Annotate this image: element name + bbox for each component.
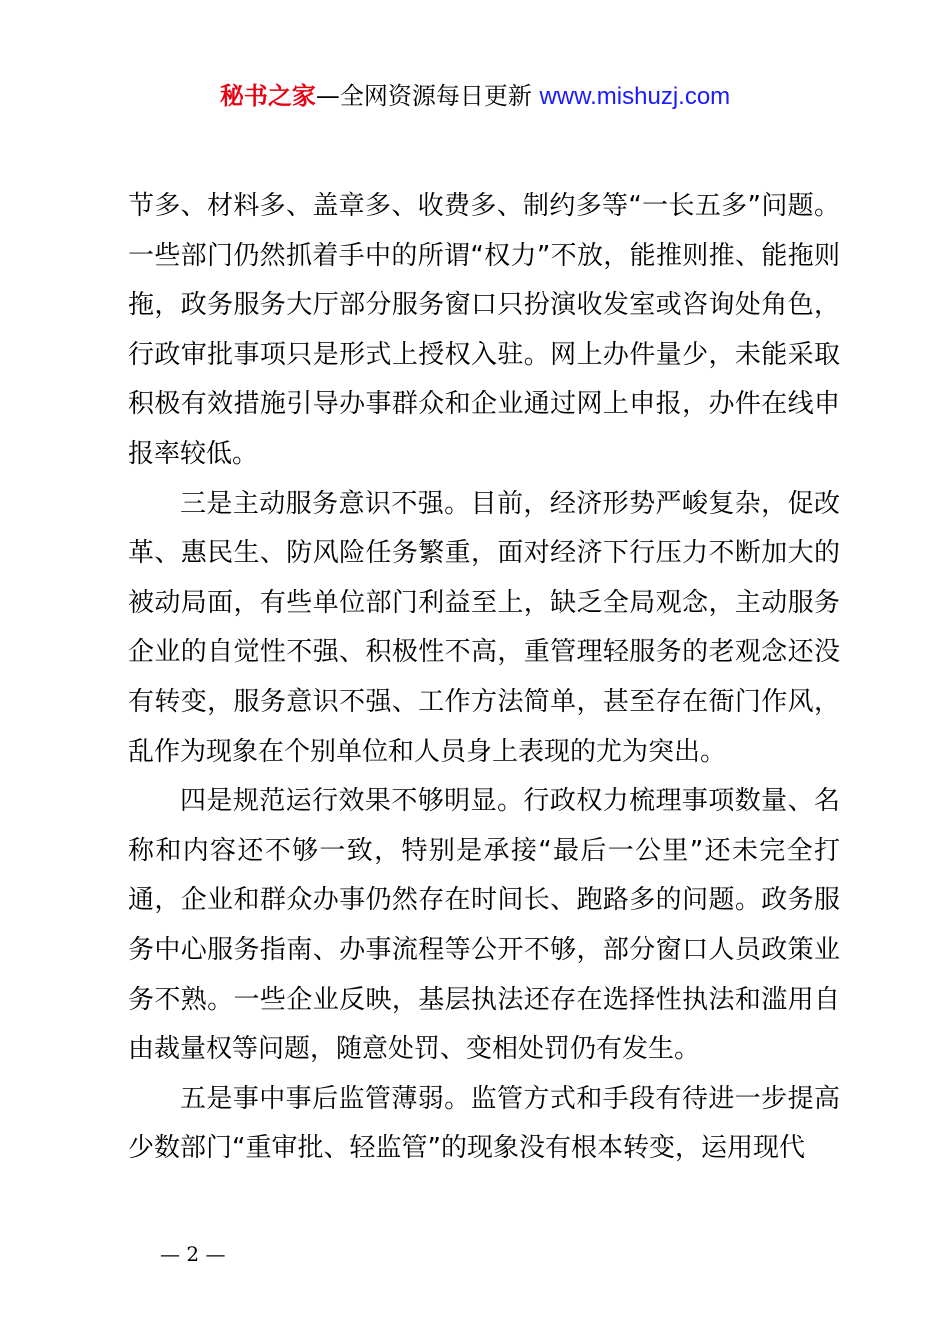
paragraph-three: 三是主动服务意识不强。目前，经济形势严峻复杂，促改革、惠民生、防风险任务繁重，面对经济下行压力不断加大的被动局面，有些单位部门利益至上，缺乏全局观念，主动服务企业的自觉性不强、积极性不高，重管理轻服务的老观念还没有转变，服务意识不强、工作方法简单，甚至存在衙门作风，乱作为现象在个别单位和人员身上表现的尤为突出。 <box>128 488 840 767</box>
document-body <box>128 182 840 1174</box>
website-link[interactable]: www.mishuzj.com <box>539 83 731 110</box>
paragraph-five: 五是事中事后监管薄弱。监管方式和手段有待进一步提高少数部门“重审批、轻监管”的现象没有根本转变，运用现代 <box>128 1083 840 1164</box>
paragraph-continuation: 节多、材料多、盖章多、收费多、制约多等“一长五多”问题。一些部门仍然抓着手中的所谓“权力”不放，能推则推、能拖则拖，政务服务大厅部分服务窗口只扮演收发室或咨询处角色，行政审批事项只是形式上授权入驻。网上办件量少，未能采取积极有效措施引导办事群众和企业通过网上申报，办件在线申报率较低。 <box>128 191 840 469</box>
page-header <box>0 80 950 113</box>
page-number: — 2 — <box>160 1242 226 1266</box>
paragraph-four: 四是规范运行效果不够明显。行政权力梳理事项数量、名称和内容还不够一致，特别是承接“最后一公里”还未完全打通，企业和群众办事仍然存在时间长、跑路多的问题。政务服务中心服务指南、办事流程等公开不够，部分窗口人员政策业务不熟。一些企业反映，基层执法还存在选择性执法和滥用自由裁量权等问题，随意处罚、变相处罚仍有发生。 <box>128 786 840 1065</box>
brand-name: 秘书之家 <box>219 82 316 110</box>
header-tagline: —全网资源每日更新 <box>315 82 532 110</box>
